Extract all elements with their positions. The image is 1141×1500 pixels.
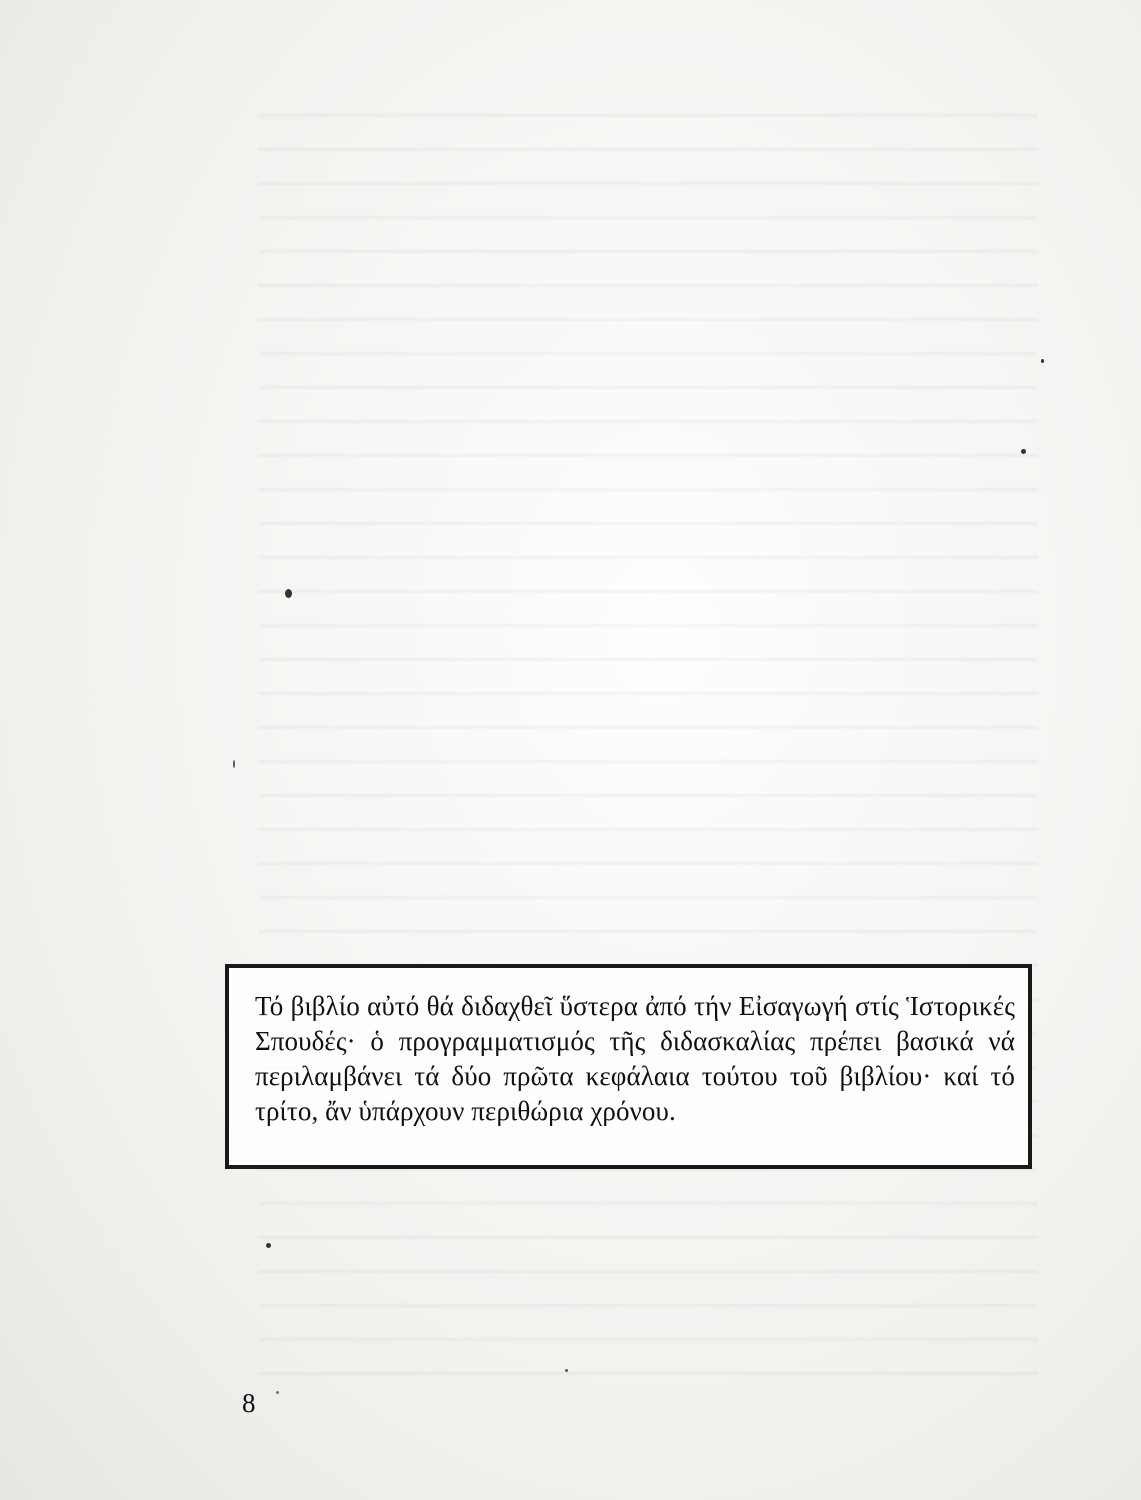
teaching-note-box [225, 964, 1032, 1169]
page-number: 8 [242, 1388, 256, 1418]
dust-speck [233, 760, 235, 768]
show-through-background-text [258, 95, 1038, 1395]
dust-speck [1021, 449, 1026, 454]
dust-speck [266, 1243, 271, 1248]
teaching-note-text: Τό βιβλίο αὐτό θά διδαχθεῖ ὕστερα ἀπό τήν Εἰσαγωγή στίς Ἱστορικές Σπουδές· ὁ προγραμματισμός τῆς διδασκαλίας πρέπει βασικά νά περιλαμβάνει τά δύο πρῶτα κεφάλαια τούτου τοῦ βιβλίου· καί τό τρίτο, ἄν ὑπάρχουν περιθώρια χρόνου. [255, 991, 1015, 1126]
dust-speck [285, 589, 292, 598]
dust-speck [565, 1369, 568, 1372]
dust-speck [276, 1391, 279, 1394]
dust-speck [1041, 359, 1044, 363]
